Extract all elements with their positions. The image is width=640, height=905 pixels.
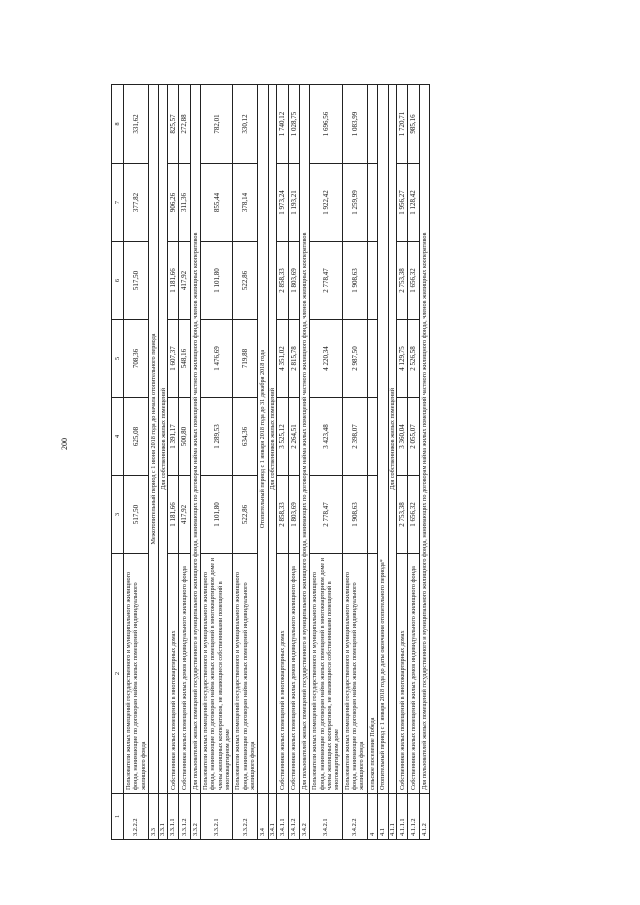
- value-cell: 1 803,69: [288, 242, 299, 320]
- value-cell: 1 391,17: [168, 398, 179, 476]
- row-code-cell: 3.4.2: [299, 794, 310, 840]
- row-code-cell: 3.4.2.2: [342, 794, 367, 840]
- table-row: [124, 85, 149, 840]
- rotated-table-wrapper: [111, 85, 591, 840]
- header-cell: 2: [112, 554, 124, 794]
- value-cell: [367, 476, 378, 554]
- value-cell: 1 259,99: [342, 164, 367, 242]
- value-cell: 2 858,33: [277, 476, 288, 554]
- row-name-cell: Собственники жилых помещений в многоквартирных домах: [397, 554, 408, 794]
- table-row: [397, 85, 408, 840]
- header-cell: 1: [112, 794, 124, 840]
- value-cell: 1 083,99: [342, 85, 367, 164]
- value-cell: 1 720,71: [397, 85, 408, 164]
- table-row: [408, 85, 419, 840]
- row-code-cell: 4.1: [378, 794, 389, 840]
- header-cell: 4: [112, 398, 124, 476]
- value-cell: 4 129,75: [397, 320, 408, 398]
- section-row: [190, 85, 201, 840]
- row-code-cell: 3.3.2.1: [201, 794, 233, 840]
- value-cell: 417,92: [179, 242, 190, 320]
- table-row: [277, 85, 288, 840]
- value-cell: 2 987,50: [342, 320, 367, 398]
- header-cell: 7: [112, 164, 124, 242]
- value-cell: 548,16: [179, 320, 190, 398]
- table-row: [233, 85, 258, 840]
- value-cell: 2 778,47: [310, 242, 342, 320]
- value-cell: 377,82: [124, 164, 149, 242]
- value-cell: 1 476,69: [201, 320, 233, 398]
- value-cell: 517,50: [124, 476, 149, 554]
- row-name-cell: Собственники жилых помещений жилых домов индивидуального жилищного фонда: [179, 554, 190, 794]
- section-title-cell: Для пользователей жилых помещений государственного и муниципального жилищного фонда, нанимающих по договорам найма жилых помещений частного жилищного фонда, членов жилищных кооперативов: [299, 85, 310, 794]
- row-code-cell: 3.4.1: [268, 794, 277, 840]
- table-row: [288, 85, 299, 840]
- table-row: [168, 85, 179, 840]
- section-title-cell: Для собственников жилых помещений: [268, 85, 277, 794]
- value-cell: 4 351,02: [277, 320, 288, 398]
- value-cell: 2 815,78: [288, 320, 299, 398]
- section-row: [258, 85, 269, 840]
- value-cell: 331,62: [124, 85, 149, 164]
- value-cell: 378,14: [233, 164, 258, 242]
- row-name-cell: Собственники жилых помещений в многоквартирных домах: [168, 554, 179, 794]
- value-cell: 2 858,33: [277, 242, 288, 320]
- row-code-cell: 4.1.1.2: [408, 794, 419, 840]
- row-code-cell: 3.4: [258, 794, 269, 840]
- row-name-cell: Собственники жилых помещений в многоквартирных домах: [277, 554, 288, 794]
- value-cell: 719,88: [233, 320, 258, 398]
- row-code-cell: 4.1.2: [419, 794, 430, 840]
- row-code-cell: 3.2.2.2: [124, 794, 149, 840]
- value-cell: 855,44: [201, 164, 233, 242]
- value-cell: 1 028,75: [288, 85, 299, 164]
- value-cell: 2 264,51: [288, 398, 299, 476]
- row-name-cell: Пользователи жилых помещений государственного и муниципального жилищного фонда, нанимающие по договорам найма жилых помещений в многоквартирном доме и члены жилищных кооперативов, не являющиеся собственниками помещений в многоквартирном доме: [310, 554, 342, 794]
- row-code-cell: 4.1.1: [388, 794, 397, 840]
- value-cell: 1 803,69: [288, 476, 299, 554]
- section-row: [419, 85, 430, 840]
- section-title-cell: Для собственников жилых помещений: [388, 85, 397, 794]
- row-name-cell: Собственники жилых помещений жилых домов индивидуального жилищного фонда: [288, 554, 299, 794]
- section-row: [378, 85, 389, 840]
- row-code-cell: 3.3.1.1: [168, 794, 179, 840]
- value-cell: 3 360,04: [397, 398, 408, 476]
- row-code-cell: 3.3.2: [190, 794, 201, 840]
- table-row: [179, 85, 190, 840]
- value-cell: 2 778,47: [310, 476, 342, 554]
- section-title-cell: Для пользователей жилых помещений государственного и муниципального жилищного фонда, нанимающих по договорам найма жилых помещений частного жилищного фонда, членов жилищных кооперативов: [419, 85, 430, 794]
- value-cell: 1 193,21: [288, 164, 299, 242]
- row-name-cell: Пользователи жилых помещений государственного и муниципального жилищного фонда, нанимающие по договорам найма жилых помещений в многоквартирном доме и члены жилищных кооперативов, не являющиеся собственниками помещений в многоквартирном доме: [201, 554, 233, 794]
- value-cell: 625,08: [124, 398, 149, 476]
- header-cell: 6: [112, 242, 124, 320]
- value-cell: 1 956,27: [397, 164, 408, 242]
- value-cell: [367, 242, 378, 320]
- value-cell: 1 740,12: [277, 85, 288, 164]
- section-title-cell: Отопительный период с 1 января 2018 года до даты окончания отопительного периода*: [378, 85, 389, 794]
- value-cell: 1 656,32: [408, 476, 419, 554]
- tariff-table: [111, 84, 430, 840]
- value-cell: 1 973,24: [277, 164, 288, 242]
- section-title-cell: Для пользователей жилых помещений государственного и муниципального жилищного фонда, нанимающих по договорам найма жилых помещений частного жилищного фонда, членов жилищных кооперативов: [190, 85, 201, 794]
- value-cell: [367, 398, 378, 476]
- value-cell: 3 423,48: [310, 398, 342, 476]
- header-cell: 5: [112, 320, 124, 398]
- value-cell: 272,88: [179, 85, 190, 164]
- value-cell: 1 656,32: [408, 242, 419, 320]
- value-cell: 1 289,53: [201, 398, 233, 476]
- value-cell: 2 055,07: [408, 398, 419, 476]
- value-cell: 522,86: [233, 242, 258, 320]
- section-row: [299, 85, 310, 840]
- value-cell: [367, 320, 378, 398]
- value-cell: 417,92: [179, 476, 190, 554]
- value-cell: 1 908,63: [342, 476, 367, 554]
- value-cell: 330,12: [233, 85, 258, 164]
- value-cell: 1 607,37: [168, 320, 179, 398]
- value-cell: 1 181,66: [168, 476, 179, 554]
- value-cell: 708,36: [124, 320, 149, 398]
- table-body: [112, 85, 430, 840]
- section-title-cell: Межотопительный период с 1 июня 2018 года до начала отопительного периода: [148, 85, 159, 794]
- section-title-cell: Для собственников жилых помещений: [159, 85, 168, 794]
- table-header-row: [112, 85, 124, 840]
- row-code-cell: 3.4.2.1: [310, 794, 342, 840]
- value-cell: 1 696,56: [310, 85, 342, 164]
- value-cell: 634,36: [233, 398, 258, 476]
- row-name-cell: Пользователи жилых помещений государственного и муниципального жилищного фонда, нанимающие по договорам найма жилых помещений индивидуального жилищного фонда: [342, 554, 367, 794]
- value-cell: 2 526,58: [408, 320, 419, 398]
- value-cell: [367, 164, 378, 242]
- value-cell: 311,36: [179, 164, 190, 242]
- value-cell: 906,26: [168, 164, 179, 242]
- table-row: [310, 85, 342, 840]
- row-code-cell: 3.4.1.1: [277, 794, 288, 840]
- row-code-cell: 3.3: [148, 794, 159, 840]
- page-number: 200: [60, 438, 69, 450]
- row-code-cell: 3.3.1: [159, 794, 168, 840]
- row-code-cell: 3.4.1.2: [288, 794, 299, 840]
- value-cell: 825,57: [168, 85, 179, 164]
- section-row: [159, 85, 168, 840]
- value-cell: 1 128,42: [408, 164, 419, 242]
- row-code-cell: 3.3.1.2: [179, 794, 190, 840]
- row-name-cell: Собственники жилых помещений жилых домов индивидуального жилищного фонда: [408, 554, 419, 794]
- header-cell: 3: [112, 476, 124, 554]
- section-row: [148, 85, 159, 840]
- value-cell: 1 101,80: [201, 242, 233, 320]
- row-code-cell: 4.1.1.1: [397, 794, 408, 840]
- value-cell: 3 525,12: [277, 398, 288, 476]
- value-cell: 2 753,38: [397, 476, 408, 554]
- value-cell: 1 101,80: [201, 476, 233, 554]
- value-cell: 985,16: [408, 85, 419, 164]
- table-row: [201, 85, 233, 840]
- value-cell: 1 908,63: [342, 242, 367, 320]
- table-row: [367, 85, 378, 840]
- value-cell: 1 181,66: [168, 242, 179, 320]
- value-cell: 500,80: [179, 398, 190, 476]
- table-row: [342, 85, 367, 840]
- row-code-cell: 3.3.2.2: [233, 794, 258, 840]
- value-cell: 2 753,38: [397, 242, 408, 320]
- value-cell: 517,50: [124, 242, 149, 320]
- row-name-cell: Пользователи жилых помещений государственного и муниципального жилищного фонда, нанимающие по договорам найма жилых помещений индивидуального жилищного фонда: [124, 554, 149, 794]
- row-code-cell: 4: [367, 794, 378, 840]
- value-cell: [367, 85, 378, 164]
- value-cell: 1 922,42: [310, 164, 342, 242]
- value-cell: 4 220,34: [310, 320, 342, 398]
- value-cell: 522,86: [233, 476, 258, 554]
- header-cell: 8: [112, 85, 124, 164]
- row-name-cell: Пользователи жилых помещений государственного и муниципального жилищного фонда, нанимающие по договорам найма жилых помещений индивидуального жилищного фонда: [233, 554, 258, 794]
- section-row: [268, 85, 277, 840]
- value-cell: 782,01: [201, 85, 233, 164]
- value-cell: 2 398,07: [342, 398, 367, 476]
- section-row: [388, 85, 397, 840]
- row-name-cell: сельское поселение Победа: [367, 554, 378, 794]
- section-title-cell: Отопительный период с 1 января 2018 года до 31 декабря 2018 года: [258, 85, 269, 794]
